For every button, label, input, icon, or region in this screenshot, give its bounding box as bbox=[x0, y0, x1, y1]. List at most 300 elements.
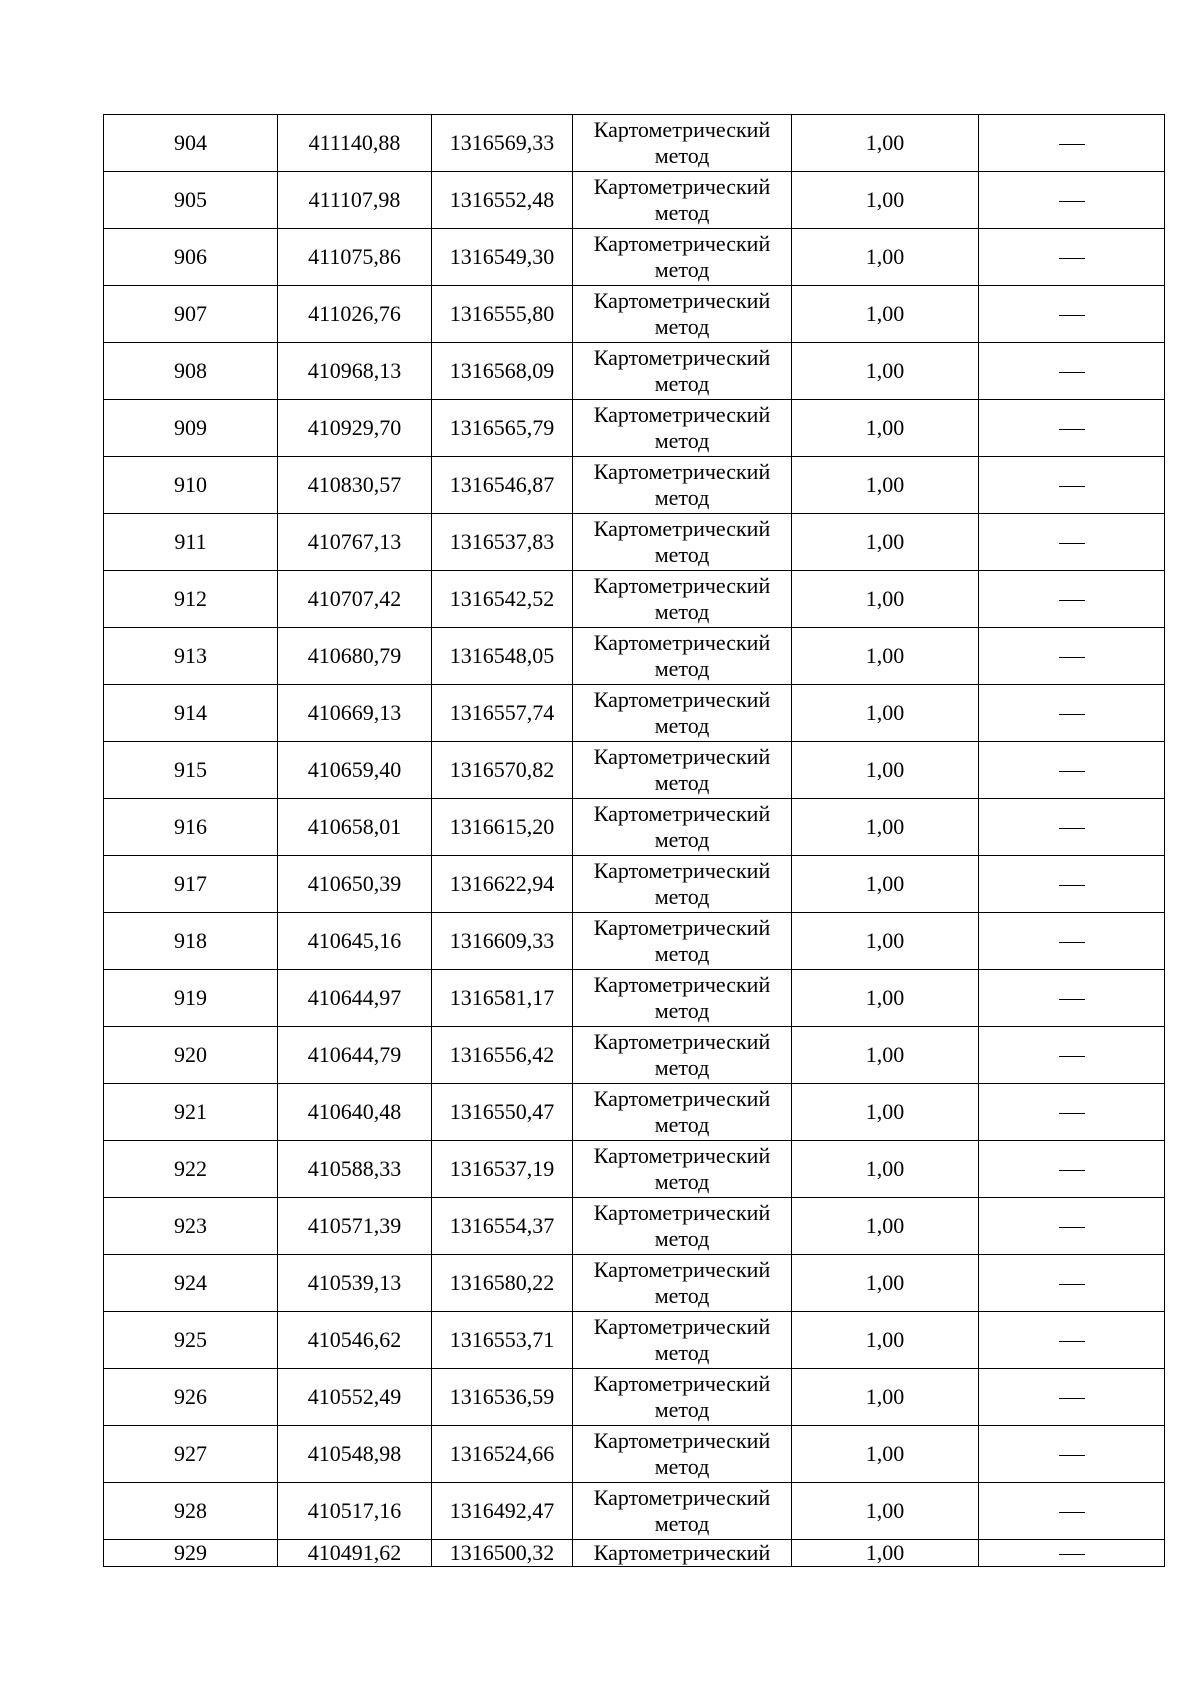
accuracy-cell bbox=[792, 286, 979, 343]
table-row bbox=[104, 742, 1165, 799]
description-cell bbox=[979, 799, 1165, 856]
method-text: Картометрический метод bbox=[593, 1200, 771, 1251]
accuracy-cell bbox=[792, 229, 979, 286]
description-cell bbox=[979, 286, 1165, 343]
description-cell bbox=[979, 856, 1165, 913]
point-number-text: 924 bbox=[174, 1270, 207, 1295]
y-coordinate-text: 1316536,59 bbox=[449, 1384, 555, 1409]
x-coordinate-text: 410588,33 bbox=[307, 1156, 402, 1181]
table-row bbox=[104, 172, 1165, 229]
method-cell bbox=[573, 457, 792, 514]
x-coordinate-cell bbox=[278, 1255, 432, 1312]
y-coordinate-text: 1316581,17 bbox=[449, 985, 555, 1010]
method-cell bbox=[573, 115, 792, 172]
table-row bbox=[104, 1141, 1165, 1198]
x-coordinate-text: 410650,39 bbox=[307, 871, 402, 896]
description-cell bbox=[979, 1198, 1165, 1255]
y-coordinate-cell bbox=[432, 628, 573, 685]
dash-mark bbox=[1059, 1554, 1085, 1555]
point-number-text: 908 bbox=[174, 358, 207, 383]
description-cell bbox=[979, 571, 1165, 628]
x-coordinate-cell bbox=[278, 1483, 432, 1540]
dash-mark bbox=[1059, 828, 1085, 829]
y-coordinate-text: 1316615,20 bbox=[449, 814, 555, 839]
point-number-text: 906 bbox=[174, 244, 207, 269]
dash-mark bbox=[1059, 201, 1085, 202]
method-text: Картометрический метод bbox=[593, 687, 771, 738]
accuracy-cell bbox=[792, 172, 979, 229]
method-cell bbox=[573, 1027, 792, 1084]
dash-mark bbox=[1059, 258, 1085, 259]
y-coordinate-cell bbox=[432, 457, 573, 514]
x-coordinate-text: 410680,79 bbox=[307, 643, 402, 668]
point-number-text: 927 bbox=[174, 1441, 207, 1466]
method-text: Картометрический метод bbox=[593, 1029, 771, 1080]
method-text: Картометрический bbox=[593, 1540, 771, 1565]
x-coordinate-text: 410767,13 bbox=[307, 529, 402, 554]
method-text: Картометрический метод bbox=[593, 288, 771, 339]
y-coordinate-text: 1316546,87 bbox=[449, 472, 555, 497]
point-number-text: 928 bbox=[174, 1498, 207, 1523]
x-coordinate-text: 410707,42 bbox=[307, 586, 402, 611]
dash-mark bbox=[1059, 714, 1085, 715]
table-row bbox=[104, 457, 1165, 514]
table-row bbox=[104, 286, 1165, 343]
method-text: Картометрический метод bbox=[593, 1485, 771, 1536]
point-number-cell bbox=[104, 229, 278, 286]
point-number-text: 921 bbox=[174, 1099, 207, 1124]
table-row bbox=[104, 628, 1165, 685]
point-number-cell bbox=[104, 514, 278, 571]
point-number-text: 910 bbox=[174, 472, 207, 497]
accuracy-text: 1,00 bbox=[865, 529, 905, 554]
method-text: Картометрический метод bbox=[593, 402, 771, 453]
accuracy-cell bbox=[792, 913, 979, 970]
point-number-cell bbox=[104, 343, 278, 400]
x-coordinate-cell bbox=[278, 1027, 432, 1084]
method-text: Картометрический метод bbox=[593, 459, 771, 510]
y-coordinate-text: 1316492,47 bbox=[449, 1498, 555, 1523]
y-coordinate-cell bbox=[432, 970, 573, 1027]
point-number-cell bbox=[104, 970, 278, 1027]
accuracy-text: 1,00 bbox=[865, 472, 905, 497]
x-coordinate-text: 410968,13 bbox=[307, 358, 402, 383]
point-number-cell bbox=[104, 286, 278, 343]
method-cell bbox=[573, 514, 792, 571]
accuracy-cell bbox=[792, 1369, 979, 1426]
table-row bbox=[104, 1084, 1165, 1141]
table-row bbox=[104, 685, 1165, 742]
point-number-cell bbox=[104, 457, 278, 514]
description-cell bbox=[979, 514, 1165, 571]
table-row bbox=[104, 1483, 1165, 1540]
x-coordinate-cell bbox=[278, 856, 432, 913]
x-coordinate-cell bbox=[278, 799, 432, 856]
method-cell bbox=[573, 1198, 792, 1255]
point-number-cell bbox=[104, 115, 278, 172]
description-cell bbox=[979, 628, 1165, 685]
table-row bbox=[104, 1426, 1165, 1483]
x-coordinate-text: 411075,86 bbox=[308, 244, 401, 269]
accuracy-text: 1,00 bbox=[865, 700, 905, 725]
dash-mark bbox=[1059, 657, 1085, 658]
point-number-text: 920 bbox=[174, 1042, 207, 1067]
dash-mark bbox=[1059, 942, 1085, 943]
method-cell bbox=[573, 1312, 792, 1369]
y-coordinate-cell bbox=[432, 172, 573, 229]
method-text: Картометрический метод bbox=[593, 1143, 771, 1194]
table-row bbox=[104, 229, 1165, 286]
dash-mark bbox=[1059, 999, 1085, 1000]
point-number-cell bbox=[104, 1483, 278, 1540]
accuracy-text: 1,00 bbox=[865, 586, 905, 611]
y-coordinate-cell bbox=[432, 115, 573, 172]
point-number-cell bbox=[104, 1141, 278, 1198]
method-cell bbox=[573, 970, 792, 1027]
x-coordinate-cell bbox=[278, 514, 432, 571]
point-number-cell bbox=[104, 1255, 278, 1312]
method-cell bbox=[573, 799, 792, 856]
x-coordinate-text: 411107,98 bbox=[308, 187, 401, 212]
table-row bbox=[104, 970, 1165, 1027]
x-coordinate-cell bbox=[278, 286, 432, 343]
dash-mark bbox=[1059, 429, 1085, 430]
method-cell bbox=[573, 571, 792, 628]
x-coordinate-cell bbox=[278, 343, 432, 400]
accuracy-text: 1,00 bbox=[865, 187, 905, 212]
description-cell bbox=[979, 1027, 1165, 1084]
y-coordinate-cell bbox=[432, 229, 573, 286]
accuracy-cell bbox=[792, 1255, 979, 1312]
x-coordinate-cell bbox=[278, 1369, 432, 1426]
description-cell bbox=[979, 1483, 1165, 1540]
y-coordinate-cell bbox=[432, 913, 573, 970]
y-coordinate-cell bbox=[432, 1141, 573, 1198]
dash-mark bbox=[1059, 1284, 1085, 1285]
accuracy-cell bbox=[792, 1084, 979, 1141]
accuracy-cell bbox=[792, 457, 979, 514]
method-text: Картометрический метод bbox=[593, 915, 771, 966]
point-number-text: 904 bbox=[174, 130, 207, 155]
accuracy-text: 1,00 bbox=[865, 301, 905, 326]
point-number-cell bbox=[104, 913, 278, 970]
x-coordinate-text: 410929,70 bbox=[307, 415, 402, 440]
description-cell bbox=[979, 1312, 1165, 1369]
accuracy-text: 1,00 bbox=[865, 1498, 905, 1523]
dash-mark bbox=[1059, 1113, 1085, 1114]
dash-mark bbox=[1059, 486, 1085, 487]
method-cell bbox=[573, 913, 792, 970]
description-cell bbox=[979, 115, 1165, 172]
y-coordinate-text: 1316555,80 bbox=[449, 301, 555, 326]
x-coordinate-cell bbox=[278, 172, 432, 229]
table-row bbox=[104, 514, 1165, 571]
point-number-cell bbox=[104, 1198, 278, 1255]
accuracy-text: 1,00 bbox=[865, 757, 905, 782]
method-text: Картометрический метод bbox=[593, 174, 771, 225]
point-number-cell bbox=[104, 742, 278, 799]
x-coordinate-cell bbox=[278, 1084, 432, 1141]
y-coordinate-text: 1316570,82 bbox=[449, 757, 555, 782]
x-coordinate-text: 410640,48 bbox=[307, 1099, 402, 1124]
y-coordinate-cell bbox=[432, 286, 573, 343]
method-cell bbox=[573, 856, 792, 913]
accuracy-text: 1,00 bbox=[865, 1213, 905, 1238]
accuracy-text: 1,00 bbox=[865, 358, 905, 383]
description-cell bbox=[979, 685, 1165, 742]
accuracy-cell bbox=[792, 1027, 979, 1084]
method-text: Картометрический метод bbox=[593, 345, 771, 396]
table-row bbox=[104, 1255, 1165, 1312]
point-number-cell bbox=[104, 571, 278, 628]
accuracy-cell bbox=[792, 742, 979, 799]
y-coordinate-text: 1316580,22 bbox=[449, 1270, 555, 1295]
point-number-text: 917 bbox=[174, 871, 207, 896]
table-row bbox=[104, 1027, 1165, 1084]
dash-mark bbox=[1059, 1398, 1085, 1399]
x-coordinate-cell bbox=[278, 571, 432, 628]
accuracy-cell bbox=[792, 571, 979, 628]
x-coordinate-cell bbox=[278, 400, 432, 457]
point-number-cell bbox=[104, 1027, 278, 1084]
accuracy-text: 1,00 bbox=[865, 1270, 905, 1295]
description-cell bbox=[979, 913, 1165, 970]
accuracy-text: 1,00 bbox=[865, 130, 905, 155]
y-coordinate-cell bbox=[432, 1483, 573, 1540]
point-number-text: 912 bbox=[174, 586, 207, 611]
method-text: Картометрический метод bbox=[593, 573, 771, 624]
point-number-cell bbox=[104, 1540, 278, 1567]
method-cell bbox=[573, 1141, 792, 1198]
x-coordinate-text: 410491,62 bbox=[307, 1540, 402, 1565]
accuracy-cell bbox=[792, 1540, 979, 1567]
description-cell bbox=[979, 1084, 1165, 1141]
method-cell bbox=[573, 1426, 792, 1483]
accuracy-text: 1,00 bbox=[865, 1156, 905, 1181]
method-cell bbox=[573, 229, 792, 286]
table-row bbox=[104, 115, 1165, 172]
accuracy-cell bbox=[792, 1141, 979, 1198]
point-number-text: 918 bbox=[174, 928, 207, 953]
x-coordinate-cell bbox=[278, 1198, 432, 1255]
method-text: Картометрический метод bbox=[593, 516, 771, 567]
dash-mark bbox=[1059, 1455, 1085, 1456]
y-coordinate-text: 1316537,83 bbox=[449, 529, 555, 554]
accuracy-text: 1,00 bbox=[865, 244, 905, 269]
x-coordinate-cell bbox=[278, 457, 432, 514]
table-row bbox=[104, 1198, 1165, 1255]
dash-mark bbox=[1059, 1170, 1085, 1171]
x-coordinate-cell bbox=[278, 115, 432, 172]
method-text: Картометрический метод bbox=[593, 1371, 771, 1422]
method-cell bbox=[573, 1369, 792, 1426]
method-cell bbox=[573, 1084, 792, 1141]
dash-mark bbox=[1059, 1056, 1085, 1057]
y-coordinate-cell bbox=[432, 1369, 573, 1426]
coordinates-table bbox=[103, 114, 1165, 1567]
y-coordinate-cell bbox=[432, 343, 573, 400]
y-coordinate-cell bbox=[432, 1198, 573, 1255]
x-coordinate-text: 410546,62 bbox=[307, 1327, 402, 1352]
method-cell bbox=[573, 1483, 792, 1540]
x-coordinate-text: 410658,01 bbox=[307, 814, 402, 839]
x-coordinate-text: 410644,79 bbox=[307, 1042, 402, 1067]
x-coordinate-text: 410830,57 bbox=[307, 472, 402, 497]
x-coordinate-cell bbox=[278, 685, 432, 742]
method-cell bbox=[573, 685, 792, 742]
point-number-cell bbox=[104, 799, 278, 856]
accuracy-text: 1,00 bbox=[865, 871, 905, 896]
x-coordinate-text: 410539,13 bbox=[307, 1270, 402, 1295]
description-cell bbox=[979, 172, 1165, 229]
point-number-cell bbox=[104, 1312, 278, 1369]
accuracy-cell bbox=[792, 856, 979, 913]
point-number-text: 929 bbox=[174, 1540, 207, 1565]
description-cell bbox=[979, 400, 1165, 457]
x-coordinate-cell bbox=[278, 1426, 432, 1483]
x-coordinate-cell bbox=[278, 1312, 432, 1369]
accuracy-cell bbox=[792, 1198, 979, 1255]
accuracy-text: 1,00 bbox=[865, 928, 905, 953]
point-number-text: 911 bbox=[174, 529, 207, 554]
description-cell bbox=[979, 343, 1165, 400]
method-cell bbox=[573, 343, 792, 400]
description-cell bbox=[979, 1255, 1165, 1312]
y-coordinate-cell bbox=[432, 1312, 573, 1369]
point-number-cell bbox=[104, 1084, 278, 1141]
y-coordinate-cell bbox=[432, 1426, 573, 1483]
y-coordinate-text: 1316537,19 bbox=[449, 1156, 555, 1181]
accuracy-text: 1,00 bbox=[865, 1099, 905, 1124]
accuracy-text: 1,00 bbox=[865, 1384, 905, 1409]
description-cell bbox=[979, 229, 1165, 286]
y-coordinate-text: 1316550,47 bbox=[449, 1099, 555, 1124]
accuracy-text: 1,00 bbox=[865, 814, 905, 839]
method-cell bbox=[573, 172, 792, 229]
point-number-text: 926 bbox=[174, 1384, 207, 1409]
y-coordinate-cell bbox=[432, 514, 573, 571]
point-number-cell bbox=[104, 685, 278, 742]
accuracy-cell bbox=[792, 343, 979, 400]
y-coordinate-text: 1316565,79 bbox=[449, 415, 555, 440]
dash-mark bbox=[1059, 543, 1085, 544]
accuracy-text: 1,00 bbox=[865, 415, 905, 440]
point-number-cell bbox=[104, 172, 278, 229]
table-row bbox=[104, 1540, 1165, 1567]
description-cell bbox=[979, 1141, 1165, 1198]
y-coordinate-text: 1316622,94 bbox=[449, 871, 555, 896]
x-coordinate-cell bbox=[278, 1141, 432, 1198]
y-coordinate-text: 1316557,74 bbox=[449, 700, 555, 725]
y-coordinate-cell bbox=[432, 1084, 573, 1141]
y-coordinate-text: 1316552,48 bbox=[449, 187, 555, 212]
point-number-cell bbox=[104, 856, 278, 913]
table-row bbox=[104, 343, 1165, 400]
description-cell bbox=[979, 457, 1165, 514]
x-coordinate-text: 411026,76 bbox=[308, 301, 401, 326]
method-text: Картометрический метод bbox=[593, 1428, 771, 1479]
table-row bbox=[104, 799, 1165, 856]
accuracy-text: 1,00 bbox=[865, 1540, 905, 1565]
point-number-text: 925 bbox=[174, 1327, 207, 1352]
dash-mark bbox=[1059, 315, 1085, 316]
point-number-text: 909 bbox=[174, 415, 207, 440]
method-cell bbox=[573, 742, 792, 799]
y-coordinate-cell bbox=[432, 1255, 573, 1312]
method-text: Картометрический метод bbox=[593, 1257, 771, 1308]
y-coordinate-text: 1316609,33 bbox=[449, 928, 555, 953]
x-coordinate-cell bbox=[278, 229, 432, 286]
method-cell bbox=[573, 286, 792, 343]
accuracy-cell bbox=[792, 628, 979, 685]
point-number-cell bbox=[104, 1426, 278, 1483]
accuracy-text: 1,00 bbox=[865, 643, 905, 668]
accuracy-text: 1,00 bbox=[865, 1042, 905, 1067]
coordinates-table-body bbox=[104, 115, 1165, 1567]
table-row bbox=[104, 1312, 1165, 1369]
x-coordinate-text: 410659,40 bbox=[307, 757, 402, 782]
method-text: Картометрический метод bbox=[593, 1314, 771, 1365]
accuracy-cell bbox=[792, 1483, 979, 1540]
y-coordinate-cell bbox=[432, 799, 573, 856]
point-number-text: 923 bbox=[174, 1213, 207, 1238]
x-coordinate-cell bbox=[278, 970, 432, 1027]
y-coordinate-text: 1316549,30 bbox=[449, 244, 555, 269]
x-coordinate-text: 410548,98 bbox=[307, 1441, 402, 1466]
point-number-text: 919 bbox=[174, 985, 207, 1010]
dash-mark bbox=[1059, 1227, 1085, 1228]
point-number-text: 916 bbox=[174, 814, 207, 839]
table-row bbox=[104, 856, 1165, 913]
method-text: Картометрический метод bbox=[593, 630, 771, 681]
point-number-text: 913 bbox=[174, 643, 207, 668]
point-number-text: 915 bbox=[174, 757, 207, 782]
y-coordinate-text: 1316553,71 bbox=[449, 1327, 555, 1352]
x-coordinate-text: 411140,88 bbox=[308, 130, 401, 155]
x-coordinate-text: 410645,16 bbox=[307, 928, 402, 953]
accuracy-text: 1,00 bbox=[865, 1441, 905, 1466]
accuracy-text: 1,00 bbox=[865, 985, 905, 1010]
x-coordinate-text: 410552,49 bbox=[307, 1384, 402, 1409]
point-number-cell bbox=[104, 628, 278, 685]
dash-mark bbox=[1059, 771, 1085, 772]
dash-mark bbox=[1059, 144, 1085, 145]
method-text: Картометрический метод bbox=[593, 744, 771, 795]
dash-mark bbox=[1059, 600, 1085, 601]
dash-mark bbox=[1059, 885, 1085, 886]
y-coordinate-cell bbox=[432, 571, 573, 628]
dash-mark bbox=[1059, 372, 1085, 373]
accuracy-cell bbox=[792, 970, 979, 1027]
accuracy-cell bbox=[792, 799, 979, 856]
accuracy-cell bbox=[792, 514, 979, 571]
x-coordinate-cell bbox=[278, 742, 432, 799]
y-coordinate-cell bbox=[432, 856, 573, 913]
point-number-text: 907 bbox=[174, 301, 207, 326]
accuracy-cell bbox=[792, 115, 979, 172]
y-coordinate-text: 1316569,33 bbox=[449, 130, 555, 155]
method-cell bbox=[573, 1255, 792, 1312]
table-row bbox=[104, 913, 1165, 970]
x-coordinate-cell bbox=[278, 628, 432, 685]
y-coordinate-text: 1316500,32 bbox=[449, 1540, 555, 1565]
y-coordinate-cell bbox=[432, 1540, 573, 1567]
accuracy-cell bbox=[792, 400, 979, 457]
description-cell bbox=[979, 1540, 1165, 1567]
dash-mark bbox=[1059, 1341, 1085, 1342]
accuracy-cell bbox=[792, 1312, 979, 1369]
method-cell bbox=[573, 400, 792, 457]
